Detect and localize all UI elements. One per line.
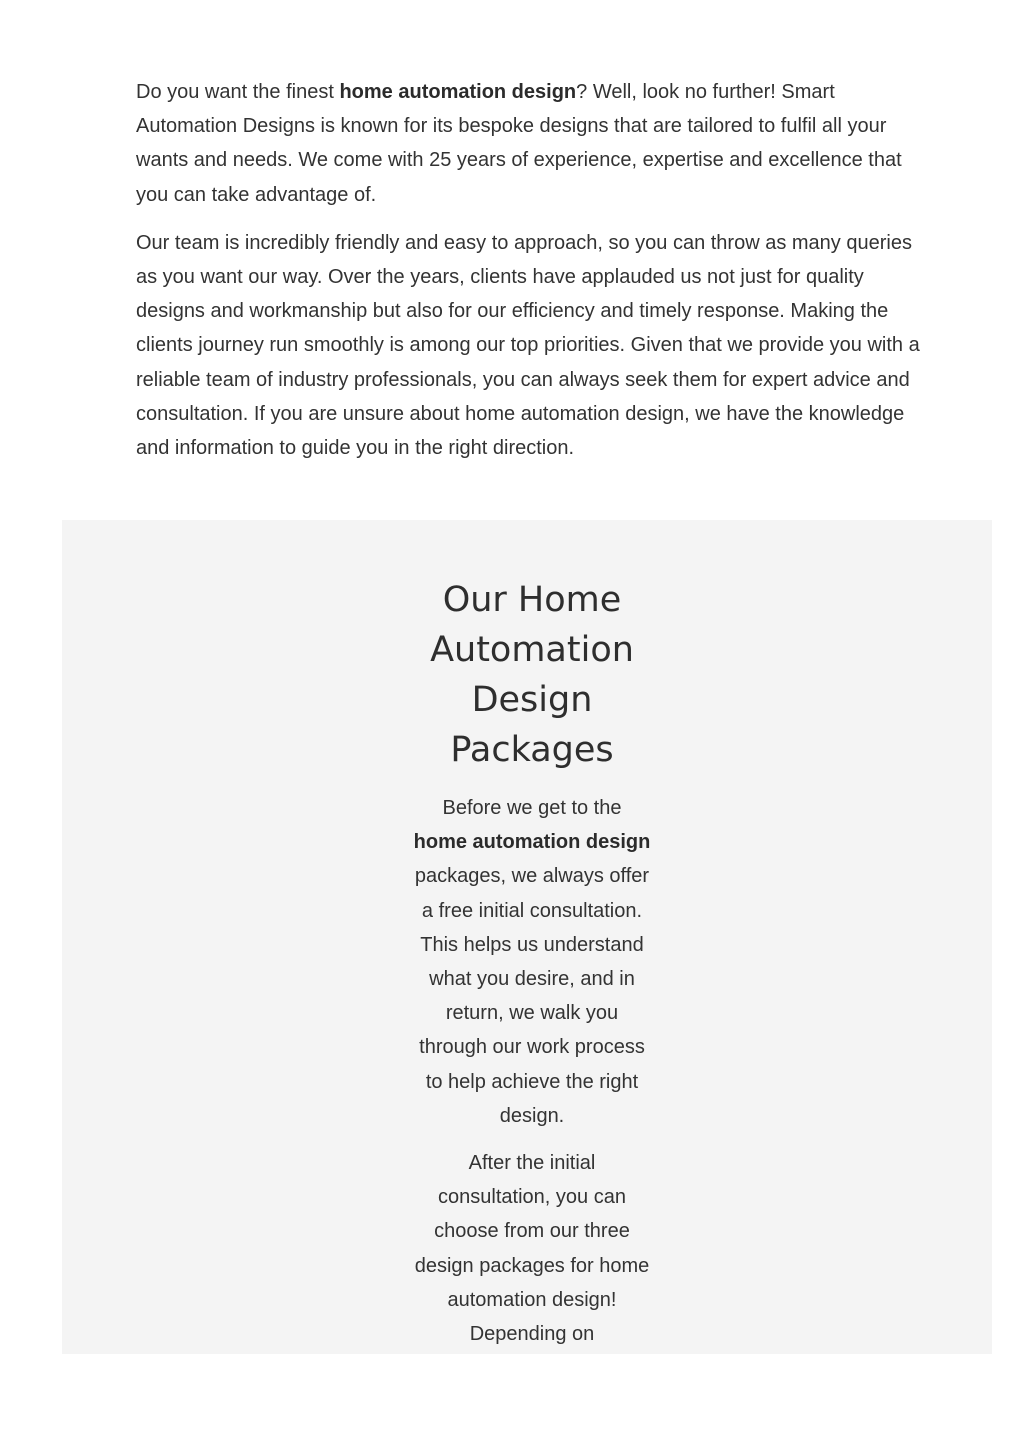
intro-paragraph-1 [136, 75, 936, 212]
intro-p1-keyword: home automation design [339, 81, 577, 103]
packages-p1-text-start: Before we get to the [442, 797, 622, 819]
packages-section [62, 520, 992, 1354]
packages-paragraph-2: After the initial consultation, you can choose from our three design packages for home automation design! Depending on [414, 1152, 650, 1346]
packages-paragraph-1 [412, 791, 652, 1133]
packages-heading: Our Home Automation Design Packages [430, 580, 634, 770]
intro-p1-text-start: Do you want the finest [136, 81, 340, 103]
intro-section [136, 75, 936, 479]
packages-p1-text-end: packages, we always offer a free initial consultation. This helps us understand what you desire, and in return, we walk you through our work process to help achieve the right design. [414, 865, 650, 1127]
intro-p1-text-end: ? Well, look no further! Smart Automation Designs is known for its bespoke designs that are tailored to fulfil all your wants and needs. We come with 25 years of experience, expertise and excellence that you can take advantage of. [136, 81, 902, 206]
intro-paragraph-2: Our team is incredibly friendly and easy to approach, so you can throw as many queries as you want our way. Over the years, clients have applauded us not just for quality designs and workmanship but also for our efficiency and timely response. Making the clients journey run smoothly is among our top priorities. Given that we provide you with a reliable team of industry professionals, you can always seek them for expert advice and consultation. If you are unsure about home automation design, we have the knowledge and information to guide you in the right direction. [136, 231, 920, 460]
packages-content [412, 575, 652, 1354]
packages-p1-keyword: home automation design [413, 831, 651, 854]
